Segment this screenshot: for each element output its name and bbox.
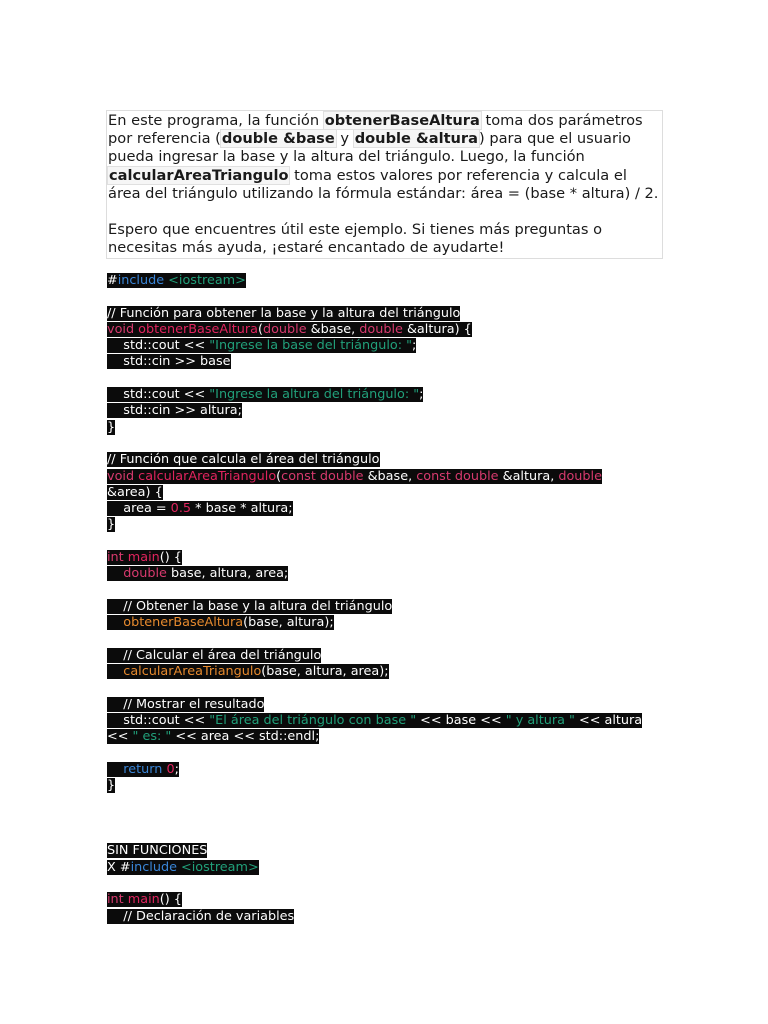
code-line: void obtenerBaseAltura(double &base, double &altura) { [107, 321, 472, 337]
code-line: &area) { [107, 484, 163, 500]
code-line: std::cout << "El área del triángulo con base " << base << " y altura " << altura [107, 713, 643, 729]
code-line: double base, altura, area; [107, 566, 667, 582]
code-comment: // Función que calcula el área del triángulo [107, 452, 380, 468]
code-line: } [107, 778, 116, 794]
code-line: return 0; [107, 762, 667, 778]
code-line: X #include <iostream> [107, 859, 259, 875]
code-line: } [107, 517, 116, 533]
code-comment: // Calcular el área del triángulo [107, 647, 322, 663]
code-comment: // Obtener la base y la altura del triángulo [107, 598, 393, 614]
code-line: #include <iostream> [107, 273, 246, 288]
code-term: double &base [221, 130, 335, 148]
code-line: std::cout << "Ingrese la base del triángulo: "; [107, 338, 417, 354]
code-comment: // Mostrar el resultado [107, 696, 265, 712]
code-line: obtenerBaseAltura(base, altura); [107, 615, 667, 631]
code-comment: // Función para obtener la base y la altura del triángulo [107, 305, 461, 321]
code-line: } [107, 419, 116, 435]
explanation-paragraph-1: En este programa, la función obtenerBaseAltura toma dos parámetros por referencia (double &base y double &altura) para que el usuario pueda ingresar la base y la altura del triángulo. Luego, la función calcularAreaTriangulo toma estos valores por referencia y calcula el área del triángulo utilizando la fórmula estándar: área = (base * altura) / 2. [108, 112, 659, 202]
code-term: calcularAreaTriangulo [109, 166, 289, 184]
code-line: void calcularAreaTriangulo(const double &base, const double &altura, double [107, 468, 602, 484]
explanation-box [106, 110, 663, 259]
code-line: std::cin >> altura; [107, 403, 242, 419]
code-line: << " es: " << area << std::endl; [107, 729, 320, 745]
code-line: area = 0.5 * base * altura; [107, 501, 293, 517]
code-comment: // Declaración de variables [107, 908, 295, 924]
code-line: std::cout << "Ingrese la altura del triángulo: "; [107, 387, 424, 403]
code-line: calcularAreaTriangulo(base, altura, area); [107, 664, 667, 680]
code-line: int main() { [107, 892, 182, 908]
code-line: std::cin >> base [107, 354, 231, 370]
code-term: double &altura [354, 130, 478, 148]
code-term: obtenerBaseAltura [324, 112, 480, 129]
code-line: int main() { [107, 550, 182, 566]
section-heading: SIN FUNCIONES [107, 843, 208, 859]
explanation-paragraph-2: Espero que encuentres útil este ejemplo. Si tienes más preguntas o necesitas más ayuda, ¡estaré encantado de ayudarte! [108, 221, 603, 257]
code-block [107, 273, 667, 925]
